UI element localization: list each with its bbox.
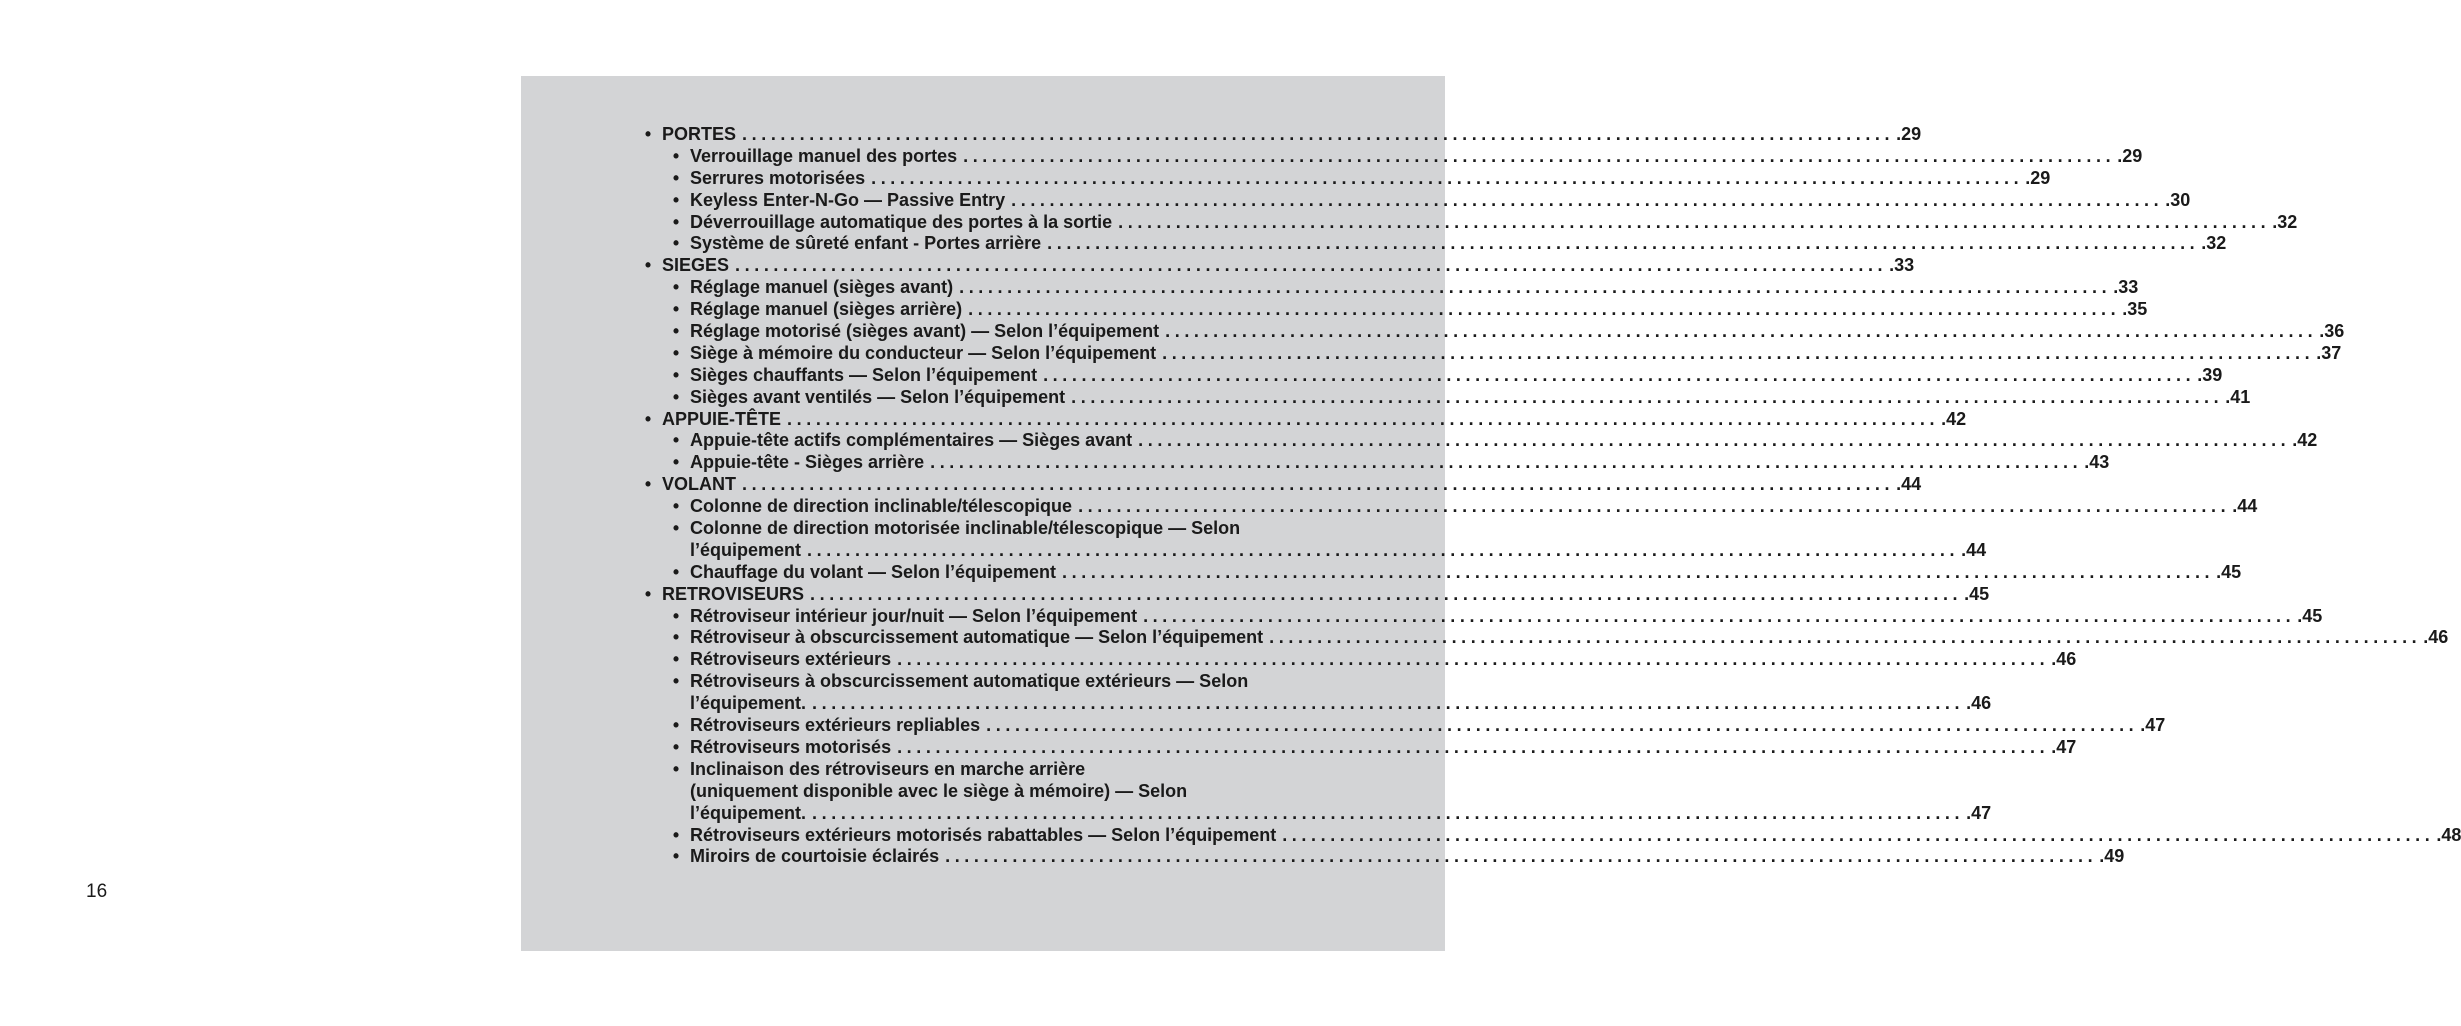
toc-entry[interactable]: [641, 342, 2342, 365]
toc-entry[interactable]: [641, 671, 1342, 693]
bullet-icon: •: [672, 342, 680, 363]
toc-entry-page: .46: [2051, 649, 2077, 670]
toc-entry-page: .30: [2165, 189, 2191, 210]
bullet-icon: •: [672, 167, 680, 188]
bullet-icon: •: [672, 189, 680, 210]
toc-entry-title: Rétroviseurs à obscurcissement automatique extérieurs — Selon: [690, 671, 1249, 692]
toc-entry[interactable]: [641, 145, 2143, 168]
toc-entry[interactable]: [641, 386, 2251, 409]
dot-leader: ........................................................................................................................: [1047, 233, 2200, 254]
toc-entry-page: .49: [2099, 846, 2125, 867]
dot-leader: ........................................................................................................................: [1071, 386, 2224, 407]
toc-entry-title: Keyless Enter-N-Go — Passive Entry: [690, 189, 1006, 210]
bullet-icon: •: [644, 255, 652, 276]
bullet-icon: •: [644, 408, 652, 429]
toc-entry-page: .44: [1896, 474, 1922, 495]
toc-entry-title: Siège à mémoire du conducteur — Selon l’équipement: [690, 342, 1157, 363]
bullet-icon: •: [672, 518, 680, 539]
toc-entry[interactable]: [641, 693, 1992, 715]
toc-entry-title: Système de sûreté enfant - Portes arrière: [690, 233, 1042, 254]
toc-entry-title: (uniquement disponible avec le siège à mémoire) — Selon: [690, 780, 1188, 801]
dot-leader: ........................................................................................................................: [810, 583, 1963, 604]
toc-entry-title: Rétroviseurs extérieurs: [690, 649, 892, 670]
dot-leader: ........................................................................................................................: [945, 846, 2098, 867]
toc-entry[interactable]: [641, 430, 2318, 452]
toc-entry-page: .37: [2316, 342, 2342, 363]
toc-entry-page: .44: [2232, 496, 2258, 517]
bullet-icon: •: [672, 824, 680, 845]
bullet-icon: •: [672, 430, 680, 451]
dot-leader: ........................................................................................................................: [735, 255, 1888, 276]
bullet-icon: •: [672, 561, 680, 582]
toc-entry-page: .29: [2025, 167, 2051, 188]
toc-entry-page: .47: [1966, 802, 1992, 823]
bullet-icon: •: [672, 145, 680, 166]
toc-entry-page: .42: [2292, 430, 2318, 451]
toc-entry[interactable]: [641, 605, 2323, 628]
toc-entry[interactable]: [641, 233, 2227, 255]
bullet-icon: •: [672, 211, 680, 232]
toc-entry[interactable]: [641, 364, 2223, 387]
bullet-icon: •: [672, 649, 680, 670]
toc-entry-title: l’équipement.: [690, 802, 807, 823]
dot-leader: ........................................................................................................................: [1282, 824, 2435, 845]
toc-entry[interactable]: [641, 211, 2298, 234]
toc-entry[interactable]: [641, 561, 2242, 584]
toc-entry-title: Serrures motorisées: [690, 167, 866, 188]
toc-entry[interactable]: [641, 627, 2449, 649]
toc-entry-page: .45: [2297, 605, 2323, 626]
toc-entry-page: .35: [2122, 299, 2148, 320]
toc-entry-title: l’équipement.: [690, 693, 807, 714]
bullet-icon: •: [672, 364, 680, 385]
dot-leader: ........................................................................................................................: [959, 277, 2112, 298]
dot-leader: ........................................................................................................................: [742, 474, 1895, 495]
toc-entry[interactable]: [641, 649, 2077, 671]
toc-entry-title: Inclinaison des rétroviseurs en marche arrière: [690, 758, 1086, 779]
toc-entry-title: APPUIE-TÊTE: [662, 408, 782, 429]
toc-entry[interactable]: [641, 583, 1990, 606]
toc-entry[interactable]: [641, 189, 2191, 212]
toc-entry[interactable]: [641, 255, 1915, 277]
toc-entry[interactable]: [641, 759, 1342, 781]
toc-entry[interactable]: [641, 715, 2166, 737]
toc-entry-title: l’équipement: [690, 539, 802, 560]
dot-leader: ........................................................................................................................: [1143, 605, 2296, 626]
toc-entry[interactable]: [641, 539, 1987, 562]
toc-entry-title: Verrouillage manuel des portes: [690, 145, 958, 166]
dot-leader: ........................................................................................................................: [897, 649, 2050, 670]
bullet-icon: •: [672, 627, 680, 648]
bullet-icon: •: [672, 715, 680, 736]
bullet-icon: •: [672, 496, 680, 517]
dot-leader: ........................................................................................................................: [787, 408, 1940, 429]
toc-entry-page: .29: [1896, 124, 1922, 144]
dot-leader: ........................................................................................................................: [897, 736, 2050, 757]
dot-leader: ........................................................................................................................: [1043, 364, 2196, 385]
toc-entry[interactable]: [641, 124, 1922, 146]
toc-entry-page: .41: [2225, 386, 2251, 407]
toc-entry[interactable]: [641, 452, 2110, 474]
dot-leader: ........................................................................................................................: [986, 715, 2139, 736]
toc-entry[interactable]: [641, 802, 1992, 825]
toc-entry-page: .45: [1964, 583, 1990, 604]
toc-entry-page: .33: [1889, 255, 1915, 276]
toc-entry-title: PORTES: [662, 124, 737, 144]
dot-leader: ........................................................................................................................: [871, 167, 2024, 188]
toc-entry-title: Sièges avant ventilés — Selon l’équipement: [690, 386, 1066, 407]
toc-entry-page: .32: [2201, 233, 2227, 254]
bullet-icon: •: [672, 846, 680, 867]
bullet-icon: •: [672, 386, 680, 407]
toc-entry-page: .46: [1966, 693, 1992, 714]
dot-leader: ........................................................................................................................: [1078, 496, 2231, 517]
dot-leader: ........................................................................................................................: [1062, 561, 2215, 582]
bullet-icon: •: [672, 233, 680, 254]
toc-entry-title: Déverrouillage automatique des portes à la sortie: [690, 211, 1113, 232]
bullet-icon: •: [672, 736, 680, 757]
toc-entry-title: SIEGES: [662, 255, 730, 276]
toc-entry-title: Réglage motorisé (sièges avant) — Selon l’équipement: [690, 321, 1160, 342]
bullet-icon: •: [644, 474, 652, 495]
toc-entry-page: .39: [2197, 364, 2223, 385]
toc-entry-title: Rétroviseur à obscurcissement automatique — Selon l’équipement: [690, 627, 1264, 648]
dot-leader: ........................................................................................................................: [930, 452, 2083, 473]
toc-entry-page: .46: [2423, 627, 2449, 648]
toc-entry-title: Colonne de direction inclinable/télescopique: [690, 496, 1073, 517]
toc-entry-title: Miroirs de courtoisie éclairés: [690, 846, 940, 867]
toc-entry-page: .44: [1961, 539, 1987, 560]
toc-entry-title: VOLANT: [662, 474, 736, 495]
toc-entry[interactable]: [641, 167, 2051, 190]
toc-entry-title: Réglage manuel (sièges arrière): [690, 299, 963, 320]
toc-entry-page: .43: [2084, 452, 2110, 473]
dot-leader: ........................................................................................................................: [1269, 627, 2422, 648]
dot-leader: ........................................................................................................................: [1011, 189, 2164, 210]
dot-leader: ........................................................................................................................: [1162, 342, 2315, 363]
toc-entry[interactable]: [641, 781, 1342, 803]
bullet-icon: •: [644, 124, 652, 144]
dot-leader: ........................................................................................................................: [968, 299, 2121, 320]
dot-leader: ........................................................................................................................: [1118, 211, 2271, 232]
toc-entry[interactable]: [641, 736, 2077, 759]
dot-leader: ........................................................................................................................: [807, 539, 1960, 560]
dot-leader: ........................................................................................................................: [963, 145, 2116, 166]
dot-leader: ........................................................................................................................: [1138, 430, 2291, 451]
bullet-icon: •: [672, 452, 680, 473]
dot-leader: ........................................................................................................................: [742, 124, 1895, 144]
dot-leader: ........................................................................................................................: [1165, 321, 2318, 342]
toc-entry-title: Réglage manuel (sièges avant): [690, 277, 954, 298]
toc-entry-page: .42: [1941, 408, 1967, 429]
toc-entry-title: Rétroviseur intérieur jour/nuit — Selon l’équipement: [690, 605, 1138, 626]
toc-entry-title: Sièges chauffants — Selon l’équipement: [690, 364, 1038, 385]
dot-leader: ........................................................................................................................: [812, 802, 1965, 823]
toc-entry[interactable]: [641, 496, 2258, 518]
toc-entry-page: .36: [2319, 321, 2345, 342]
toc-entry-page: .45: [2216, 561, 2242, 582]
toc-entry-page: .47: [2051, 736, 2077, 757]
toc-entry-page: .47: [2140, 715, 2166, 736]
toc-entry-title: Rétroviseurs motorisés: [690, 736, 892, 757]
toc-entry-title: Appuie-tête - Sièges arrière: [690, 452, 925, 473]
toc-entry[interactable]: [641, 474, 1922, 496]
page-number: 16: [86, 881, 108, 902]
bullet-icon: •: [672, 671, 680, 692]
toc-entry[interactable]: [641, 824, 2461, 847]
bullet-icon: •: [644, 583, 652, 604]
toc-entry-title: Colonne de direction motorisée inclinable/télescopique — Selon: [690, 518, 1241, 539]
toc-entry-page: .48: [2436, 824, 2461, 845]
toc-entry-page: .33: [2113, 277, 2139, 298]
toc-entry-title: Chauffage du volant — Selon l’équipement: [690, 561, 1057, 582]
toc-entry[interactable]: [641, 846, 2125, 868]
toc-entry-page: .29: [2117, 145, 2143, 166]
bullet-icon: •: [672, 605, 680, 626]
toc-entry[interactable]: [641, 299, 2148, 321]
toc-entry-title: RETROVISEURS: [662, 583, 805, 604]
toc-entry-title: Rétroviseurs extérieurs motorisés rabattables — Selon l’équipement: [690, 824, 1277, 845]
dot-leader: ........................................................................................................................: [812, 693, 1965, 714]
table-of-contents: [641, 124, 2461, 868]
bullet-icon: •: [672, 321, 680, 342]
toc-entry[interactable]: [641, 277, 2139, 299]
toc-entry-title: Rétroviseurs extérieurs repliables: [690, 715, 981, 736]
toc-entry[interactable]: [641, 321, 2345, 343]
bullet-icon: •: [672, 758, 680, 779]
bullet-icon: •: [672, 299, 680, 320]
toc-entry-title: Appuie-tête actifs complémentaires — Sièges avant: [690, 430, 1133, 451]
toc-entry-page: .32: [2272, 211, 2298, 232]
toc-entry[interactable]: [641, 408, 1967, 431]
toc-entry[interactable]: [641, 518, 1342, 540]
bullet-icon: •: [672, 277, 680, 298]
